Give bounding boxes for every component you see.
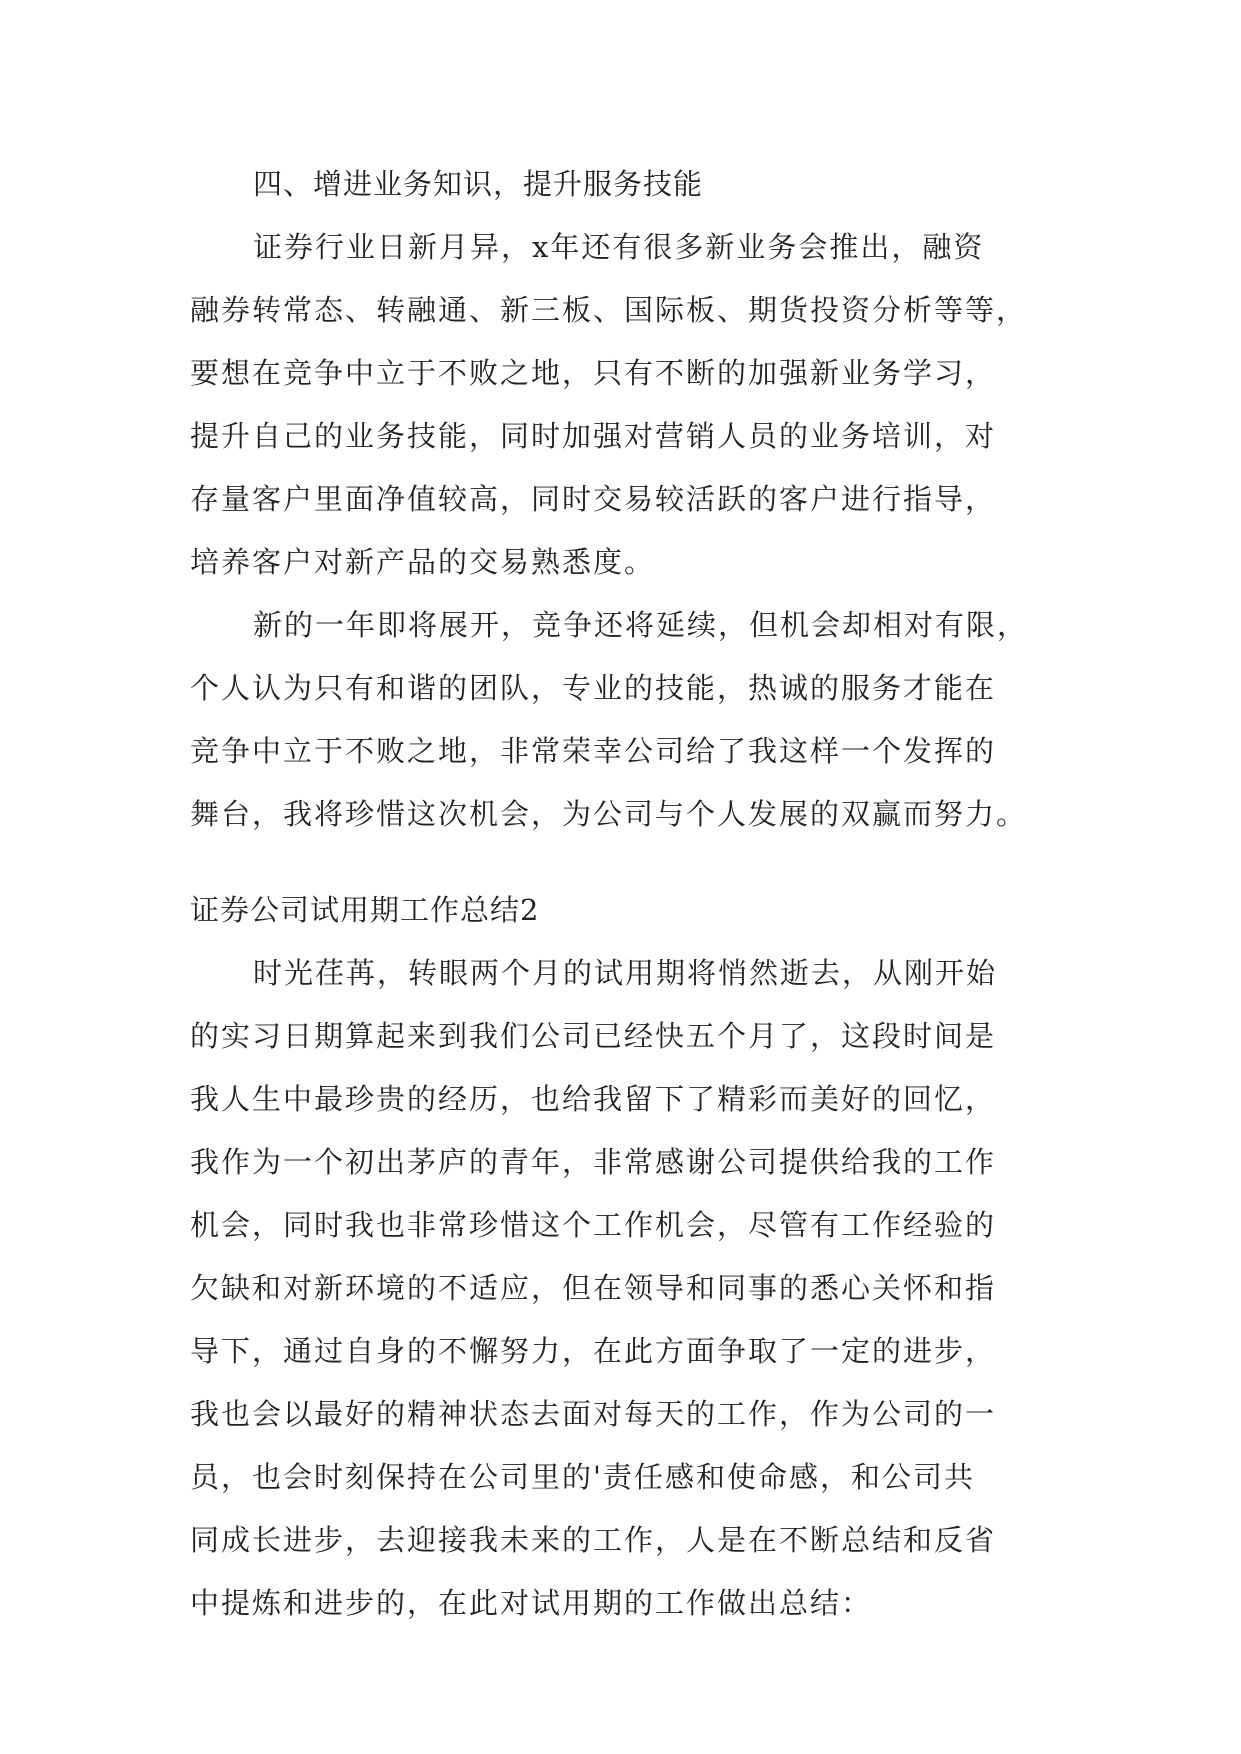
section-heading: 四、增进业务知识，提升服务技能 [253, 167, 704, 201]
paragraph-line: 欠缺和对新环境的不适应，但在领导和同事的悉心关怀和指 [190, 1271, 997, 1305]
paragraph-line: 存量客户里面净值较高，同时交易较活跃的客户进行指导， [190, 482, 997, 516]
paragraph-line: 舞台，我将珍惜这次机会，为公司与个人发展的双赢而努力。 [190, 797, 1028, 831]
paragraph-line: 我作为一个初出茅庐的青年，非常感谢公司提供给我的工作 [190, 1145, 997, 1179]
paragraph-line: 同成长进步，去迎接我未来的工作，人是在不断总结和反省 [190, 1523, 997, 1557]
paragraph-line: 个人认为只有和谐的团队，专业的技能，热诚的服务才能在 [190, 671, 997, 705]
paragraph-line: 证券行业日新月异，x年还有很多新业务会推出，融资 [253, 230, 985, 264]
paragraph-line: 要想在竞争中立于不败之地，只有不断的加强新业务学习， [190, 356, 997, 390]
paragraph-line: 培养客户对新产品的交易熟悉度。 [190, 545, 656, 579]
paragraph-line: 导下，通过自身的不懈努力，在此方面争取了一定的进步， [190, 1334, 997, 1368]
paragraph-line: 的实习日期算起来到我们公司已经快五个月了，这段时间是 [190, 1019, 997, 1053]
paragraph-line: 融券转常态、转融通、新三板、国际板、期货投资分析等等， [190, 293, 1028, 327]
paragraph-line: 时光荏苒，转眼两个月的试用期将悄然逝去，从刚开始 [253, 956, 998, 990]
paragraph-line: 竞争中立于不败之地，非常荣幸公司给了我这样一个发挥的 [190, 734, 997, 768]
paragraph-line: 员，也会时刻保持在公司里的'责任感和使命感，和公司共 [190, 1460, 975, 1494]
paragraph-line: 提升自己的业务技能，同时加强对营销人员的业务培训，对 [190, 419, 997, 453]
document-title: 证券公司试用期工作总结2 [190, 893, 540, 927]
paragraph-line: 我也会以最好的精神状态去面对每天的工作，作为公司的一 [190, 1397, 997, 1431]
paragraph-line: 中提炼和进步的，在此对试用期的工作做出总结： [190, 1586, 873, 1620]
paragraph-line: 新的一年即将展开，竞争还将延续，但机会却相对有限， [253, 608, 1029, 642]
paragraph-line: 机会，同时我也非常珍惜这个工作机会，尽管有工作经验的 [190, 1208, 997, 1242]
paragraph-line: 我人生中最珍贵的经历，也给我留下了精彩而美好的回忆， [190, 1082, 997, 1116]
